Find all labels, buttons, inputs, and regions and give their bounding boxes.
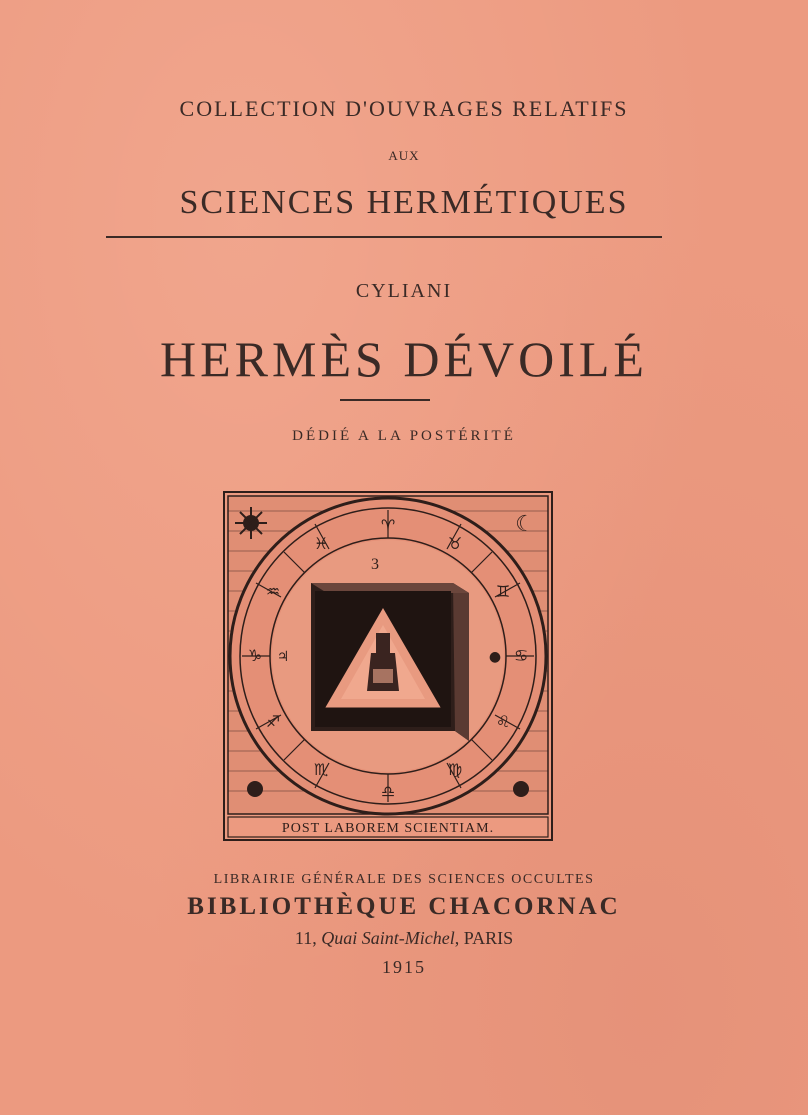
- svg-text:♈: ♈: [380, 516, 396, 535]
- alchemical-emblem: [223, 491, 553, 841]
- publisher-name: BIBLIOTHÈQUE CHACORNAC: [187, 893, 621, 920]
- svg-text:♉: ♉: [447, 534, 463, 553]
- address-city: , PARIS: [454, 928, 514, 948]
- planet-icon: [513, 781, 529, 797]
- moon-icon: ☾: [515, 512, 535, 537]
- author-name: CYLIANI: [355, 280, 453, 302]
- svg-text:♍: ♍: [447, 760, 463, 779]
- publication-year: 1915: [382, 957, 426, 977]
- planet-icon: ●: [488, 649, 502, 665]
- svg-text:♑: ♑: [247, 646, 263, 665]
- address-number: 11,: [294, 928, 317, 948]
- dedication: DÉDIÉ A LA POSTÉRITÉ: [292, 428, 516, 444]
- planet-icon: ♃: [276, 649, 290, 665]
- svg-text:♒: ♒: [265, 582, 281, 601]
- svg-text:♐: ♐: [265, 712, 281, 731]
- series-title-aux: AUX: [388, 148, 420, 163]
- book-title: HERMÈS DÉVOILÉ: [160, 331, 648, 387]
- series-divider: [106, 236, 662, 238]
- publisher-line: LIBRAIRIE GÉNÉRALE DES SCIENCES OCCULTES: [213, 872, 595, 887]
- svg-text:♎: ♎: [380, 782, 396, 801]
- svg-text:♏: ♏: [313, 760, 329, 779]
- svg-text:♓: ♓: [313, 534, 329, 553]
- title-divider: [340, 399, 430, 401]
- svg-text:♋: ♋: [513, 646, 529, 665]
- publisher-address: [0, 928, 808, 949]
- emblem-motto: POST LABOREM SCIENTIAM.: [281, 821, 495, 836]
- series-title-line2: SCIENCES HERMÉTIQUES: [179, 184, 629, 221]
- address-street: Quai Saint-Michel: [321, 928, 455, 948]
- svg-text:♌: ♌: [495, 712, 511, 731]
- top-numeral: 3: [371, 556, 379, 573]
- series-title-line1: COLLECTION D'OUVRAGES RELATIFS: [179, 96, 629, 121]
- svg-text:♊: ♊: [495, 582, 511, 601]
- star-icon: [247, 781, 263, 797]
